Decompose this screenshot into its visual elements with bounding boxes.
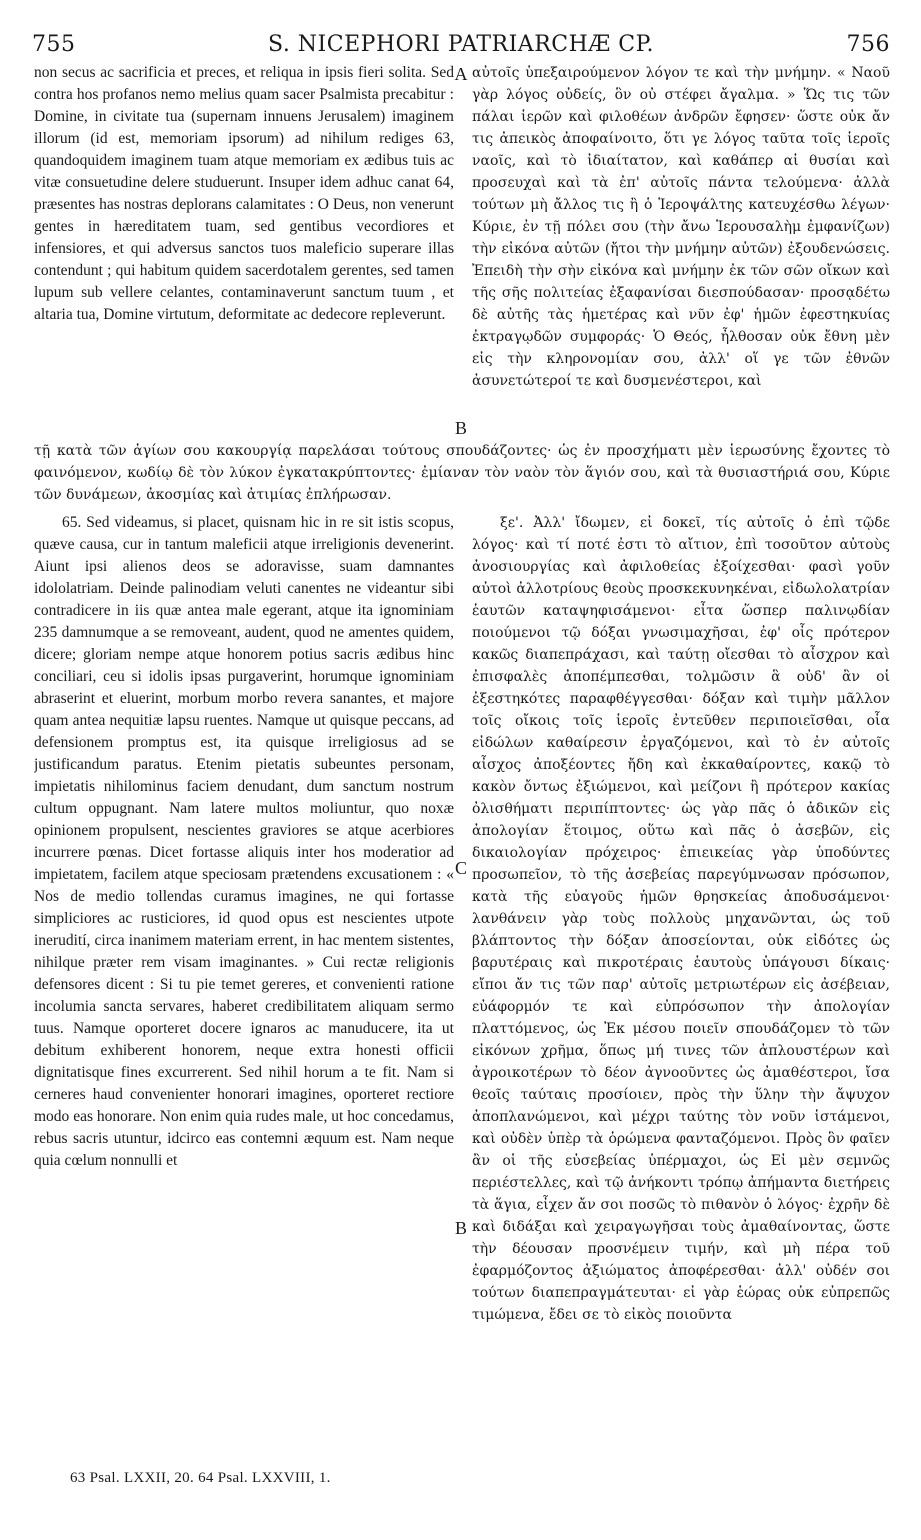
greek-paragraph-64: αὐτοῖς ὑπεξαιρούμενον λόγον τε καὶ τὴν μνήμην. « Ναοῦ γὰρ λόγος οὐδείς, ὃν οὐ στέφει ἄγαλμα. » Ὥς τις τῶν πάλαι ἱερῶν καὶ φιλοθέων ἀνδρῶν ἔφησεν· ὥστε οὐκ ἄν τις ἀπεικὸς ἀποφαίνοιτο, ὅτι γε λόγος ταῦτα τοῖς ἱεροῖς ναοῖς, καὶ τὸ ἰδιαίτατον, καὶ καθάπερ αἱ θυσίαι καὶ προσευχαὶ καὶ τὰ ἐπ' αὐτοῖς πάντα τελούμενα· ἀλλὰ τούτων μὴ ἄλλος τις ἢ ὁ Ἱεροψάλτης κατευχέσθω λέγων· Κύριε, ἐν τῇ πόλει σου (τὴν ἄνω Ἱερουσαλὴμ ἐμφανίζων) τὴν εἰκόνα αὐτῶν (ἤτοι τὴν μνήμην αὐτῶν) ἐξουδενώσεις. Ἐπειδὴ τὴν σὴν εἰκόνα καὶ μνήμην ἐκ τῶν σῶν οἴκων καὶ τῆς σῆς πολιτείας ἐξαφανίσαι διεσπούδασαν· προσᾳδέτω δὲ αὐτῆς τὰς ἡμετέρας καὶ νῦν ἐφ' ἡμῶν ἐφεστηκυίας ἐκτραγῳδῶν συμφοράς· Ὁ Θεός, ἦλθοσαν οὐκ ἔθνη μὲν εἰς τὴν κληρονομίαν σου, ἀλλ' οἵ γε τῶν ἐθνῶν ἀσυνετώτεροί τε καὶ δυσμενέστεροι, καὶ	[472, 65, 890, 389]
margin-marker-a: A	[454, 64, 468, 84]
margin-marker-b-top: B	[454, 418, 467, 438]
latin-paragraph-65: 65. Sed videamus, si placet, quisnam hic in re sit istis scopus, quæve causa, cur in tantum maleficii atque irreligionis devenerint. Aiunt ipsi alienos deos se adoravisse, suam damnantes idololatriam. Deinde palinodiam veluti canentes ne videantur sibi contradicere in iis quæ antea male egerant, atque ita ignominiam 235 damnumque a se removeant, audent, quod ne amentes quidem, dicere; gloriam nempe atque honorem potius sacris ædibus hinc conciliari, ceu si idolis ipsas purgaverint, horumque ignominiam abraserint et eluerint, morbum morbo revera sanantes, et majore quam antea nequitiæ lapsu ruentes. Namque ut quisque peccans, ad defensionem promptus est, ita quisque irreligiosus ad se justificandum paratus. Etenim pietatis subeuntes personam, impietatis nihilominus faciem denudant, dum sanctum nostrum cultum oppugnant. Nam latere multos moliuntur, quo noxæ opinionem propulsent, nescientes graviores se atque acerbiores incurrere pœnas. Dicet fortasse aliquis inter hos moderatior ad impietatem, facilem atque speciosam prætendens excusationem : « Nos de medio tollendas curamus imagines, ne qui fortasse simpliciores ac rusticiores, id quod opus est nescientes utpote inerudití, circa inanimem materiam errent, in hac mentem sistentes, nihilque præter rem visam imaginantes. » Cui rectæ religionis defensores dicent : Si tu pie temet gereres, et convenienti ratione incolumia sancta servares, haberet credibilitatem aliquam sermo tuus. Namque oporteret docere ignaros ac manuducere, ita ut debitum exhiberent honorem, neque extra honesti officii dignitatisque fines excurrerent. Sed nihil horum a te fit. Nam si cerneres haud convenienter honorari imagines, oporteret rectiore modo eas honorare. Non enim quia rudes male, ut hoc concedamus, rebus sacris utuntur, idcirco eas contemni æquum est. Nam neque quia cœlum nonnulli et	[34, 514, 454, 1169]
page-number-left: 755	[32, 32, 76, 57]
page-header	[32, 32, 890, 62]
margin-marker-c: C	[454, 858, 467, 878]
greek-paragraph-65: ξε'. Ἀλλ' ἴδωμεν, εἰ δοκεῖ, τίς αὐτοῖς ὁ ἐπὶ τῷδε λόγος· καὶ τί ποτέ ἐστι τὸ αἴτιον, ἐπὶ τοσοῦτον αὐτοὺς ἀνοσιουργίας καὶ ἀφιλοθείας ἐξοίχεσθαι· φασὶ γοῦν αὐτοὶ ἀλλοτρίους θεοὺς προσκεκυνηκέναι, εἰδωλολατρίαν ἑαυτῶν καταψηφισάμενοι· εἶτα ὥσπερ παλινῳδίαν ποιούμενοι τῷ δόξαι γνωσιμαχῆσαι, ἐφ' οἷς πρότερον κακῶς διαπεπράχασι, καὶ ταύτῃ οἴεσθαι τὸ αἶσχρον καὶ ἐπισφαλὲς ἀποπέμπεσθαι, τολμῶσιν ἃ οὐδ' ἂν οἱ ἐξεστηκότες παραφθέγγεσθαι· δόξαν καὶ τιμὴν μᾶλλον τοῖς οἴκοις τοῖς ἱεροῖς ἐντεῦθεν περιποιεῖσθαι, οἷα εἰδώλων καθαίρεσιν ἐργαζόμενοι, καὶ τὸ ἐν αὐτοῖς αἶσχος ἀποξέοντες ἤδη καὶ ἐκκαθαίροντες, κακῷ τὸ κακὸν ὄντως ἐξιώμενοι, καὶ μείζονι ἢ πρότερον κακίας ὀλισθήματι περιπίπτοντες· ὡς γὰρ πᾶς ὁ ἀδικῶν εἰς ἀπολογίαν ἕτοιμος, οὕτω καὶ πᾶς ὁ ἀσεβῶν, εἰς δικαιολογίαν πρόχειρος· ἐπιεικείας γὰρ ὑποδύντες προσωπεῖον, τὸ τῆς ἀσεβείας παρεγύμνωσαν πρόσωπον, κατὰ τῆς εὐαγοῦς ἡμῶν θρησκείας ἀποδυσάμενοι· λανθάνειν γὰρ τοὺς πολλοὺς μηχανῶνται, ὡς τοῦ βλάπτοντος τὴν δόξαν ἀποσείονται, οὐκ εἰδότες ὡς βαρυτέραις καὶ πικροτέραις ἑαυτοὺς ὑπάγουσι δίκαις· εἴποι ἄν τις τῶν παρ' αὐτοῖς μετριωτέρων εἰς ἀσέβειαν, εὐάφορμόν τε καὶ εὐπρόσωπον τὴν ἀπολογίαν πλαττόμενος, ὡς Ἐκ μέσου ποιεῖν σπουδάζομεν τὸ τῶν εἰκόνων χρῆμα, ὅπως μή τινες τῶν ἀπλουστέρων καὶ ἀγροικοτέρων τὸ δέον ἀγνοοῦντες ὡς ἀμαθέστεροι, ἴσα θεοῖς ταύταις προσίοιεν, πρὸς τὴν ὕλην τὴν ἄψυχον ἀποπλανώμενοι, καὶ μέχρι ταύτης τὸν νοῦν ἱστάμενοι, καὶ οὐδὲν ὑπὲρ τὰ ὁρώμενα φανταζόμενοι. Πρὸς ὃν φαῖεν ἂν οἱ τῆς εὐσεβείας ὑπέρμαχοι, ὡς Εἰ μὲν σεμνῶς περιέστελλες, καὶ τῷ ἀνήκοντι τρόπῳ ἀπήμαντα διετήρεις τὰ ἅγια, εἶχεν ἄν σοι ποσῶς τὸ πιθανὸν ὁ λόγος· ἐχρῆν δὲ καὶ διδάξαι καὶ χειραγωγῆσαι τοὺς ἀμαθαίνοντας, ὥστε τὴν δέουσαν προσνέμειν τιμήν, καὶ μὴ πέρα τοῦ ἐφαρμόζοντος ἀξιώματος ἀποφέρεσθαι· ἀλλ' οὐδέν σοι τούτων διαπεπραγμάτευται· εἰ γὰρ ἑώρας οὐκ εὐπρεπῶς τιμώμενα, ἔδει σε τὸ εἰκὸς ποιοῦντα	[472, 515, 890, 1323]
running-title: S. NICEPHORI PATRIARCHÆ CP.	[268, 32, 654, 57]
margin-marker-b-bottom: B	[454, 1218, 467, 1238]
greek-full-width-text: τῇ κατὰ τῶν ἁγίων σου κακουργίᾳ παρελάσαι τούτους σπουδάζοντες· ὡς ἐν προσχήματι μὲν ἱερωσύνης ἔχοντες τὸ φαινόμενον, κωδίῳ δὲ τὸν λύκον ἐγκατακρύπτοντες· ἐμίαναν τὸν ναὸν τὸν ἅγιόν σου, καὶ τὰ θυσιαστήριά σου, Κύριε τῶν δυνάμεων, ἀκοσμίας καὶ ἀτιμίας ἐπλήρωσαν.	[34, 443, 890, 503]
latin-paragraph-64: non secus ac sacrificia et preces, et reliqua in ipsis fieri solita. Sed contra hos profanos nemo melius quam sacer Psalmista precabitur : Domine, in civitate tua (supernam innuens Jerusalem) imaginem illorum (id est, memoriam ipsorum) ad nihilum rediges 63, quandoquidem imaginem tuam atque memoriam ex ædibus tuis ac vitæ consuetudine delere studuerunt. Insuper idem adhuc canat 64, præsentes has nostras deplorans calamitates : O Deus, non venerunt gentes in hæreditatem tuam, sed gentibus vecordiores et infensiores, et qui adversus sanctos tuos maleficio superare illas contendunt ; qui habitum quidem sacerdotalem gerentes, sed tamen lupum sub vellere celantes, contaminaverunt sanctum tuum , et altaria tua, Domine virtutum, deformitate ac dedecore repleverunt.	[34, 64, 454, 323]
greek-column-bottom	[472, 512, 890, 1458]
greek-full-width-line	[34, 440, 890, 508]
latin-column-top	[34, 62, 454, 440]
footnotes: 63 Psal. LXXII, 20. 64 Psal. LXXVIII, 1.	[70, 1470, 331, 1486]
latin-column-bottom	[34, 512, 454, 1458]
page-number-right: 756	[846, 32, 890, 57]
greek-column-top	[472, 62, 890, 440]
